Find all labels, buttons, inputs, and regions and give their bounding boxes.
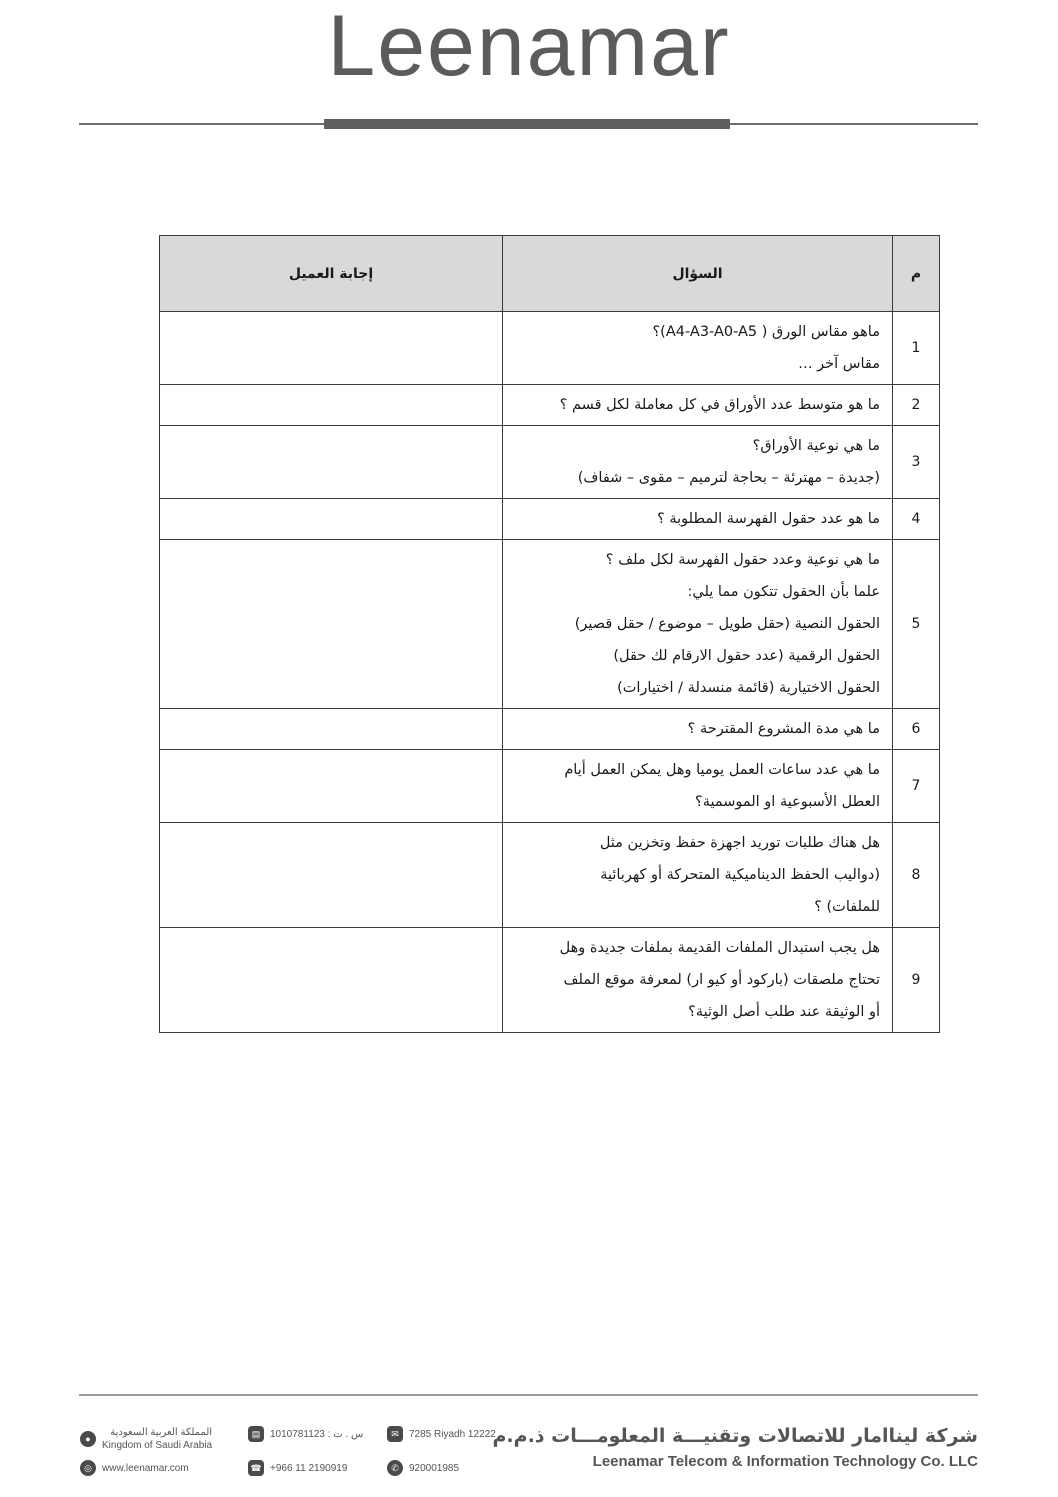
question-cell [503,499,893,540]
country-ar: المملكة العربية السعودية [110,1427,213,1438]
question-cell [503,823,893,928]
table-row [160,823,940,928]
answer-cell[interactable] [160,823,503,928]
question-line: تحتاج ملصقات (باركود أو كيو ار) لمعرفة موقع الملف [563,972,880,988]
table-row [160,499,940,540]
answer-cell[interactable] [160,709,503,750]
question-line: ما هي مدة المشروع المقترحة ؟ [687,721,880,737]
call-icon: ✆ [387,1460,403,1476]
globe-icon: ◎ [80,1460,96,1476]
question-line: ما هو عدد حقول الفهرسة المطلوبة ؟ [657,511,880,527]
footer-phone [248,1460,347,1476]
question-line: مقاس آخر … [798,356,880,372]
question-cell [503,385,893,426]
row-number: 3 [893,426,940,499]
question-line: ما هي نوعية الأوراق؟ [752,438,880,454]
header-number: م [893,236,940,312]
footer-pobox [387,1426,496,1442]
header-question: السؤال [503,236,893,312]
question-cell [503,312,893,385]
question-cell [503,750,893,823]
company-logo: Leenamar [327,0,731,94]
answer-cell[interactable] [160,426,503,499]
row-number: 6 [893,709,940,750]
question-line: الحقول النصية (حقل طويل – موضوع / حقل قصير) [574,616,880,632]
tollfree-text: 920001985 [409,1462,460,1474]
location-pin-icon: ● [80,1431,96,1447]
pobox-text: 7285 Riyadh 12222 [409,1428,496,1440]
answer-cell[interactable] [160,499,503,540]
answer-cell[interactable] [160,385,503,426]
question-line: ماهو مقاس الورق ( A4-A3-A0-A5)؟ [652,324,880,340]
table-row [160,750,940,823]
row-number: 2 [893,385,940,426]
table-header-row [160,236,940,312]
footer-website [80,1460,189,1476]
company-name-ar: شركة ليناامار للاتصالات وتقنيـــة المعلومـــات ذ.م.م [492,1425,978,1447]
website-text: www.leenamar.com [102,1462,189,1474]
table-row [160,312,940,385]
row-number: 9 [893,928,940,1033]
question-line: هل يجب استبدال الملفات القديمة بملفات جديدة وهل [559,940,880,956]
questions-table [159,235,940,1033]
question-cell [503,709,893,750]
question-line: ما هي عدد ساعات العمل يوميا وهل يمكن العمل أيام [564,762,880,778]
question-line: الحقول الرقمية (عدد حقول الارقام لك حقل) [613,648,880,664]
answer-cell[interactable] [160,312,503,385]
footer-tollfree [387,1460,459,1476]
footer-divider [79,1394,978,1396]
question-line: أو الوثيقة عند طلب أصل الوثية؟ [688,1004,880,1020]
row-number: 1 [893,312,940,385]
question-line: (دواليب الحفظ الديناميكية المتحركة أو كهربائية [600,867,880,883]
phone-text: +966 11 2190919 [270,1462,348,1474]
table-row [160,540,940,709]
header-answer: إجابة العميل [160,236,503,312]
table-row [160,928,940,1033]
mailbox-icon: ✉ [387,1426,403,1442]
answer-cell[interactable] [160,540,503,709]
question-line: علما بأن الحقول تتكون مما يلي: [687,584,880,600]
row-number: 5 [893,540,940,709]
table-row [160,426,940,499]
row-number: 7 [893,750,940,823]
question-line: هل هناك طلبات توريد اجهزة حفظ وتخزين مثل [599,835,880,851]
question-cell [503,426,893,499]
question-line: ما هو متوسط عدد الأوراق في كل معاملة لكل قسم ؟ [559,397,880,413]
question-line: ما هي نوعية وعدد حقول الفهرسة لكل ملف ؟ [605,552,880,568]
question-cell [503,540,893,709]
country-en: Kingdom of Saudi Arabia [102,1440,213,1451]
question-line: الحقول الاختيارية (قائمة منسدلة / اختيارات) [617,680,880,696]
row-number: 4 [893,499,940,540]
question-line: العطل الأسبوعية او الموسمية؟ [695,794,880,810]
answer-cell[interactable] [160,928,503,1033]
row-number: 8 [893,823,940,928]
footer-company [493,1423,979,1475]
question-line: (جديدة – مهترئة – بحاجة لترميم – مقوى – شفاف) [577,470,880,486]
answer-cell[interactable] [160,750,503,823]
table-row [160,385,940,426]
question-cell [503,928,893,1033]
phone-icon: ☎ [248,1460,264,1476]
company-name-en: Leenamar Telecom & Information Technology Co. LLC [592,1453,978,1470]
cr-text: 1010781123 : س . ت [270,1428,364,1440]
header-divider-accent [324,119,730,129]
footer-cr [248,1426,363,1442]
footer-country [80,1426,212,1452]
registration-icon: ▤ [248,1426,264,1442]
table-row [160,709,940,750]
question-line: للملفات) ؟ [814,899,880,915]
